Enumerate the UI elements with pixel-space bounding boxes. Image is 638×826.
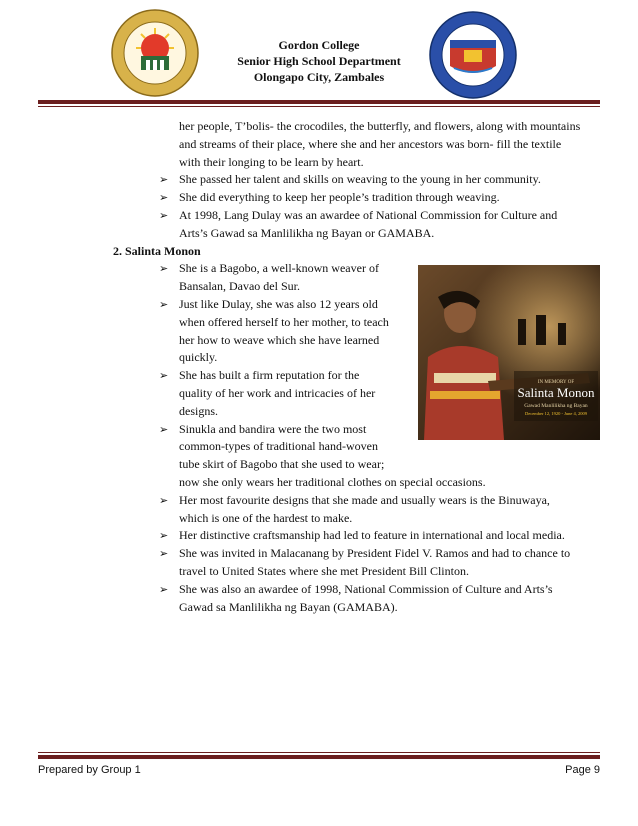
body-text-line: She is a Bagobo, a well-known weaver of xyxy=(179,261,379,276)
body-text-line: quality of her work and intricacies of her xyxy=(179,386,376,400)
body-text-line: She was also an awardee of 1998, National Commission of Culture and Arts’s xyxy=(179,581,553,596)
department-name: Senior High School Department xyxy=(237,54,401,68)
arrow-bullet-icon: ➢ xyxy=(159,210,169,222)
school-info xyxy=(200,37,438,85)
school-name: Gordon College xyxy=(278,38,360,52)
photo-caption-small: IN MEMORY OF xyxy=(537,380,575,385)
body-text-line: She has built a firm reputation for the xyxy=(179,368,360,383)
gordon-college-seal-icon xyxy=(110,8,200,98)
school-location: Olongapo City, Zambales xyxy=(253,70,385,84)
arrow-bullet-icon: ➢ xyxy=(159,548,169,561)
body-text-line: She passed her talent and skills on weaving to the young in her community. xyxy=(179,172,541,187)
body-text-line: her how to weave which she have learned xyxy=(179,332,380,347)
body-text-line: designs. xyxy=(179,403,218,418)
body-text-line: At 1998, Lang Dulay was an awardee of National Commission for Culture and xyxy=(179,208,558,222)
arrow-bullet-icon: ➢ xyxy=(159,192,169,205)
header-divider xyxy=(38,100,600,107)
arrow-bullet-icon: ➢ xyxy=(159,263,169,276)
portrait-image xyxy=(418,265,600,440)
section-heading: 2. Salinta Monon xyxy=(113,243,201,258)
body-text-line: quickly. xyxy=(179,350,218,365)
arrow-bullet-icon: ➢ xyxy=(159,370,169,383)
body-text-line: Arts’s Gawad sa Manlilikha ng Bayan or GAMABA. xyxy=(179,225,435,240)
body-text-line: common-types of traditional hand-woven xyxy=(179,439,378,454)
page-header xyxy=(0,0,638,112)
footer-divider xyxy=(38,752,600,759)
photo-caption-name: Salinta Monon xyxy=(517,385,595,400)
footer-prepared-by: Prepared by Group 1 xyxy=(38,764,141,776)
body-text-line: with their longing to be learn by heart. xyxy=(179,154,364,169)
page-number: Page 9 xyxy=(565,764,600,776)
arrow-bullet-icon: ➢ xyxy=(159,174,169,187)
body-text-line: and streams of their place, where she and her ancestors was born- fill the textile xyxy=(179,136,562,151)
body-text-line: Her most favourite designs that she made and usually wears is the Binuwaya, xyxy=(179,492,550,507)
body-text-line: which is one of the hardest to make. xyxy=(179,510,353,525)
photo-caption-award: Gawad Manlilikha ng Bayan xyxy=(524,403,588,409)
photo-caption-dates: December 12, 1920 - June 4, 2009 xyxy=(525,411,587,416)
arrow-bullet-icon: ➢ xyxy=(159,423,169,436)
olongapo-city-seal-icon xyxy=(428,10,518,100)
arrow-bullet-icon: ➢ xyxy=(159,530,169,543)
body-text-line: tube skirt of Bagobo that she used to wear; xyxy=(179,457,385,472)
body-text-line: She did everything to keep her people’s tradition through weaving. xyxy=(179,190,500,205)
body-text-line: when offered herself to her mother, to teach xyxy=(179,314,389,329)
body-text-line: Bansalan, Davao del Sur. xyxy=(179,279,300,294)
body-text-line: She was invited in Malacanang by President Fidel V. Ramos and had to chance to xyxy=(179,546,571,561)
salinta-monon-photo xyxy=(418,265,600,440)
body-text-line: Sinukla and bandira were the two most xyxy=(179,421,367,436)
body-text-line: now she only wears her traditional clothes on special occasions. xyxy=(179,475,486,489)
body-text-line: travel to United States where she met President Bill Clinton. xyxy=(179,564,469,578)
arrow-bullet-icon: ➢ xyxy=(159,494,169,507)
body-text-line: Her distinctive craftsmanship had led to feature in international and local media. xyxy=(179,528,565,543)
arrow-bullet-icon: ➢ xyxy=(159,583,169,596)
arrow-bullet-icon: ➢ xyxy=(159,299,169,311)
body-text-line: Just like Dulay, she was also 12 years old xyxy=(179,297,378,311)
body-text-line: Gawad sa Manlilikha ng Bayan (GAMABA). xyxy=(179,599,398,614)
body-text-line: her people, T’bolis- the crocodiles, the butterfly, and flowers, along with mountains xyxy=(179,119,581,133)
